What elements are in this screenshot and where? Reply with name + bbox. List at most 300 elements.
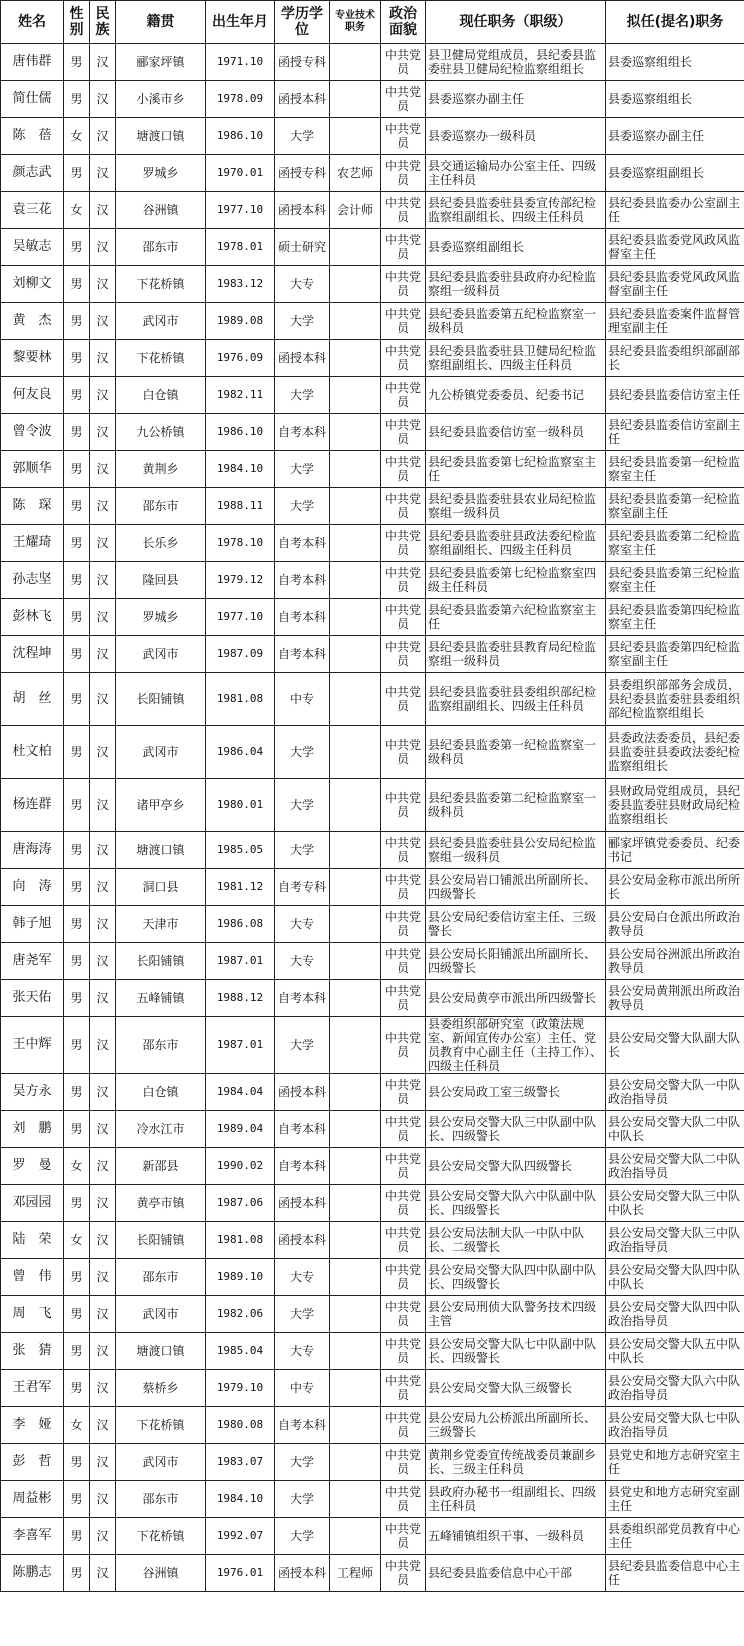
birth-cell: 1986.10 — [206, 118, 275, 155]
origin-cell: 下花桥镇 — [116, 340, 206, 377]
ethnicity-cell: 汉 — [90, 673, 116, 726]
current-position-cell: 县公安局交警大队三中队副中队长、四级警长 — [426, 1111, 606, 1148]
ethnicity-cell: 汉 — [90, 599, 116, 636]
birth-cell: 1989.10 — [206, 1259, 275, 1296]
origin-cell: 武冈市 — [116, 1444, 206, 1481]
header-ethnicity: 民族 — [90, 1, 116, 44]
sex-cell: 男 — [64, 81, 90, 118]
party-cell: 中共党员 — [381, 1148, 426, 1185]
table-row — [1, 1407, 744, 1444]
current-position-cell: 县公安局黄亭市派出所四级警长 — [426, 980, 606, 1017]
proposed-position-cell: 县公安局交警大队四中队政治指导员 — [606, 1296, 744, 1333]
name-cell: 唐伟群 — [1, 44, 64, 81]
party-cell: 中共党员 — [381, 1444, 426, 1481]
table-row — [1, 44, 744, 81]
education-cell: 大专 — [275, 1259, 330, 1296]
current-position-cell: 县公安局交警大队六中队副中队长、四级警长 — [426, 1185, 606, 1222]
name-cell: 周 飞 — [1, 1296, 64, 1333]
name-cell: 刘柳文 — [1, 266, 64, 303]
sex-cell: 男 — [64, 1259, 90, 1296]
party-cell: 中共党员 — [381, 980, 426, 1017]
current-position-cell: 县纪委县监委驻县政法委纪检监察组副组长、四级主任科员 — [426, 525, 606, 562]
education-cell: 函授本科 — [275, 1185, 330, 1222]
header-row — [1, 1, 744, 44]
sex-cell: 男 — [64, 266, 90, 303]
birth-cell: 1981.08 — [206, 673, 275, 726]
origin-cell: 谷洲镇 — [116, 1555, 206, 1592]
title-cell — [330, 525, 381, 562]
origin-cell: 诸甲亭乡 — [116, 779, 206, 832]
proposed-position-cell: 县财政局党组成员，县纪委县监委驻县财政局纪检监察组组长 — [606, 779, 744, 832]
origin-cell: 武冈市 — [116, 636, 206, 673]
proposed-position-cell: 县纪委县监委第四纪检监察室副主任 — [606, 636, 744, 673]
education-cell: 中专 — [275, 673, 330, 726]
title-cell — [330, 44, 381, 81]
origin-cell: 洞口县 — [116, 869, 206, 906]
party-cell: 中共党员 — [381, 906, 426, 943]
education-cell: 大学 — [275, 1017, 330, 1074]
origin-cell: 蔡桥乡 — [116, 1370, 206, 1407]
table-row — [1, 673, 744, 726]
current-position-cell: 县纪委县监委第二纪检监察室一级科员 — [426, 779, 606, 832]
ethnicity-cell: 汉 — [90, 155, 116, 192]
title-cell — [330, 1407, 381, 1444]
birth-cell: 1987.06 — [206, 1185, 275, 1222]
party-cell: 中共党员 — [381, 377, 426, 414]
ethnicity-cell: 汉 — [90, 1407, 116, 1444]
education-cell: 大学 — [275, 1481, 330, 1518]
name-cell: 陈鹏志 — [1, 1555, 64, 1592]
proposed-position-cell: 县纪委县监委信息中心主任 — [606, 1555, 744, 1592]
name-cell: 沈程坤 — [1, 636, 64, 673]
ethnicity-cell: 汉 — [90, 779, 116, 832]
name-cell: 张 猜 — [1, 1333, 64, 1370]
ethnicity-cell: 汉 — [90, 81, 116, 118]
sex-cell: 男 — [64, 599, 90, 636]
current-position-cell: 县公安局政工室三级警长 — [426, 1074, 606, 1111]
education-cell: 大学 — [275, 118, 330, 155]
current-position-cell: 县纪委县监委驻县农业局纪检监察组一级科员 — [426, 488, 606, 525]
title-cell — [330, 414, 381, 451]
party-cell: 中共党员 — [381, 1518, 426, 1555]
birth-cell: 1986.08 — [206, 906, 275, 943]
title-cell — [330, 1111, 381, 1148]
current-position-cell: 黄荆乡党委宣传统战委员兼副乡长、三级主任科员 — [426, 1444, 606, 1481]
education-cell: 自考本科 — [275, 1148, 330, 1185]
proposed-position-cell: 县公安局黄荆派出所政治教导员 — [606, 980, 744, 1017]
name-cell: 吴方永 — [1, 1074, 64, 1111]
birth-cell: 1988.11 — [206, 488, 275, 525]
table-row — [1, 488, 744, 525]
current-position-cell: 县纪委县监委驻县委组织部纪检监察组副组长、四级主任科员 — [426, 673, 606, 726]
party-cell: 中共党员 — [381, 155, 426, 192]
sex-cell: 女 — [64, 118, 90, 155]
current-position-cell: 县公安局交警大队七中队副中队长、四级警长 — [426, 1333, 606, 1370]
ethnicity-cell: 汉 — [90, 451, 116, 488]
party-cell: 中共党员 — [381, 1555, 426, 1592]
education-cell: 大学 — [275, 303, 330, 340]
current-position-cell: 五峰铺镇组织干事、一级科员 — [426, 1518, 606, 1555]
current-position-cell: 县纪委县监委信息中心干部 — [426, 1555, 606, 1592]
sex-cell: 女 — [64, 192, 90, 229]
birth-cell: 1983.12 — [206, 266, 275, 303]
education-cell: 自考本科 — [275, 599, 330, 636]
name-cell: 王耀琦 — [1, 525, 64, 562]
name-cell: 彭 哲 — [1, 1444, 64, 1481]
party-cell: 中共党员 — [381, 599, 426, 636]
header-current-position: 现任职务（职级） — [426, 1, 606, 44]
ethnicity-cell: 汉 — [90, 832, 116, 869]
education-cell: 大学 — [275, 451, 330, 488]
origin-cell: 邵东市 — [116, 1017, 206, 1074]
proposed-position-cell: 县纪委县监委第一纪检监察室副主任 — [606, 488, 744, 525]
proposed-position-cell: 县纪委县监委信访室主任 — [606, 377, 744, 414]
title-cell — [330, 943, 381, 980]
table-row — [1, 1185, 744, 1222]
name-cell: 唐尧军 — [1, 943, 64, 980]
education-cell: 函授本科 — [275, 340, 330, 377]
current-position-cell: 县纪委县监委第六纪检监察室主任 — [426, 599, 606, 636]
birth-cell: 1981.12 — [206, 869, 275, 906]
birth-cell: 1978.01 — [206, 229, 275, 266]
current-position-cell: 县公安局刑侦大队警务技术四级主管 — [426, 1296, 606, 1333]
current-position-cell: 县纪委县监委第五纪检监察室一级科员 — [426, 303, 606, 340]
party-cell: 中共党员 — [381, 1370, 426, 1407]
name-cell: 陈 琛 — [1, 488, 64, 525]
name-cell: 韩子旭 — [1, 906, 64, 943]
sex-cell: 男 — [64, 673, 90, 726]
name-cell: 何友良 — [1, 377, 64, 414]
birth-cell: 1977.10 — [206, 192, 275, 229]
current-position-cell: 县公安局交警大队三级警长 — [426, 1370, 606, 1407]
sex-cell: 男 — [64, 229, 90, 266]
birth-cell: 1979.10 — [206, 1370, 275, 1407]
birth-cell: 1980.01 — [206, 779, 275, 832]
sex-cell: 男 — [64, 832, 90, 869]
current-position-cell: 县委巡察办副主任 — [426, 81, 606, 118]
origin-cell: 谷洲镇 — [116, 192, 206, 229]
title-cell: 工程师 — [330, 1555, 381, 1592]
proposed-position-cell: 县公安局交警大队二中队中队长 — [606, 1111, 744, 1148]
proposed-position-cell: 县纪委县监委党风政风监督室主任 — [606, 229, 744, 266]
table-row — [1, 1370, 744, 1407]
education-cell: 自考专科 — [275, 869, 330, 906]
title-cell — [330, 1222, 381, 1259]
ethnicity-cell: 汉 — [90, 1444, 116, 1481]
birth-cell: 1986.10 — [206, 414, 275, 451]
ethnicity-cell: 汉 — [90, 340, 116, 377]
name-cell: 陈 蓓 — [1, 118, 64, 155]
origin-cell: 长乐乡 — [116, 525, 206, 562]
proposed-position-cell: 县委组织部党员教育中心主任 — [606, 1518, 744, 1555]
title-cell — [330, 451, 381, 488]
origin-cell: 下花桥镇 — [116, 1518, 206, 1555]
table-row — [1, 266, 744, 303]
education-cell: 大专 — [275, 1333, 330, 1370]
birth-cell: 1976.01 — [206, 1555, 275, 1592]
name-cell: 陆 荣 — [1, 1222, 64, 1259]
title-cell — [330, 1148, 381, 1185]
origin-cell: 塘渡口镇 — [116, 118, 206, 155]
birth-cell: 1984.10 — [206, 1481, 275, 1518]
sex-cell: 女 — [64, 1407, 90, 1444]
proposed-position-cell: 郦家坪镇党委委员、纪委书记 — [606, 832, 744, 869]
proposed-position-cell: 县公安局交警大队副大队长 — [606, 1017, 744, 1074]
sex-cell: 男 — [64, 869, 90, 906]
title-cell: 会计师 — [330, 192, 381, 229]
origin-cell: 邵东市 — [116, 1481, 206, 1518]
table-row — [1, 414, 744, 451]
title-cell — [330, 980, 381, 1017]
sex-cell: 男 — [64, 562, 90, 599]
proposed-position-cell: 县纪委县监委第一纪检监察室主任 — [606, 451, 744, 488]
proposed-position-cell: 县公安局交警大队六中队政治指导员 — [606, 1370, 744, 1407]
table-row — [1, 1222, 744, 1259]
current-position-cell: 县纪委县监委驻县卫健局纪检监察组副组长、四级主任科员 — [426, 340, 606, 377]
education-cell: 大学 — [275, 726, 330, 779]
ethnicity-cell: 汉 — [90, 1296, 116, 1333]
current-position-cell: 县公安局九公桥派出所副所长、三级警长 — [426, 1407, 606, 1444]
sex-cell: 男 — [64, 340, 90, 377]
origin-cell: 九公桥镇 — [116, 414, 206, 451]
education-cell: 函授专科 — [275, 44, 330, 81]
proposed-position-cell: 县公安局谷洲派出所政治教导员 — [606, 943, 744, 980]
ethnicity-cell: 汉 — [90, 1481, 116, 1518]
current-position-cell: 县委巡察办一级科员 — [426, 118, 606, 155]
table-row — [1, 229, 744, 266]
current-position-cell: 县纪委县监委驻县委宣传部纪检监察组副组长、四级主任科员 — [426, 192, 606, 229]
table-row — [1, 980, 744, 1017]
party-cell: 中共党员 — [381, 192, 426, 229]
proposed-position-cell: 县纪委县监委信访室副主任 — [606, 414, 744, 451]
table-row — [1, 192, 744, 229]
name-cell: 向 涛 — [1, 869, 64, 906]
sex-cell: 男 — [64, 1074, 90, 1111]
birth-cell: 1987.09 — [206, 636, 275, 673]
education-cell: 函授本科 — [275, 1555, 330, 1592]
name-cell: 颜志武 — [1, 155, 64, 192]
party-cell: 中共党员 — [381, 1111, 426, 1148]
party-cell: 中共党员 — [381, 726, 426, 779]
origin-cell: 郦家坪镇 — [116, 44, 206, 81]
title-cell: 农艺师 — [330, 155, 381, 192]
party-cell: 中共党员 — [381, 869, 426, 906]
name-cell: 袁三花 — [1, 192, 64, 229]
party-cell: 中共党员 — [381, 340, 426, 377]
ethnicity-cell: 汉 — [90, 943, 116, 980]
education-cell: 自考本科 — [275, 414, 330, 451]
current-position-cell: 县纪委县监委驻县政府办纪检监察组一级科员 — [426, 266, 606, 303]
name-cell: 黎要林 — [1, 340, 64, 377]
birth-cell: 1980.08 — [206, 1407, 275, 1444]
education-cell: 大专 — [275, 943, 330, 980]
header-origin: 籍贯 — [116, 1, 206, 44]
origin-cell: 塘渡口镇 — [116, 832, 206, 869]
sex-cell: 男 — [64, 1333, 90, 1370]
birth-cell: 1985.05 — [206, 832, 275, 869]
table-row — [1, 1074, 744, 1111]
title-cell — [330, 1074, 381, 1111]
current-position-cell: 县纪委县监委驻县教育局纪检监察组一级科员 — [426, 636, 606, 673]
proposed-position-cell: 县纪委县监委第四纪检监察室主任 — [606, 599, 744, 636]
education-cell: 大学 — [275, 488, 330, 525]
party-cell: 中共党员 — [381, 832, 426, 869]
current-position-cell: 县公安局岩口铺派出所副所长、四级警长 — [426, 869, 606, 906]
table-row — [1, 377, 744, 414]
name-cell: 杨连群 — [1, 779, 64, 832]
table-row — [1, 636, 744, 673]
sex-cell: 男 — [64, 155, 90, 192]
sex-cell: 男 — [64, 1296, 90, 1333]
sex-cell: 男 — [64, 44, 90, 81]
origin-cell: 冷水江市 — [116, 1111, 206, 1148]
title-cell — [330, 118, 381, 155]
table-row — [1, 340, 744, 377]
birth-cell: 1989.04 — [206, 1111, 275, 1148]
proposed-position-cell: 县公安局交警大队四中队中队长 — [606, 1259, 744, 1296]
header-birth: 出生年月 — [206, 1, 275, 44]
name-cell: 王君军 — [1, 1370, 64, 1407]
proposed-position-cell: 县公安局交警大队二中队政治指导员 — [606, 1148, 744, 1185]
title-cell — [330, 673, 381, 726]
proposed-position-cell: 县公安局金称市派出所所长 — [606, 869, 744, 906]
education-cell: 自考本科 — [275, 525, 330, 562]
sex-cell: 男 — [64, 1370, 90, 1407]
ethnicity-cell: 汉 — [90, 726, 116, 779]
party-cell: 中共党员 — [381, 451, 426, 488]
ethnicity-cell: 汉 — [90, 980, 116, 1017]
origin-cell: 武冈市 — [116, 303, 206, 340]
origin-cell: 黄亭市镇 — [116, 1185, 206, 1222]
name-cell: 杜文柏 — [1, 726, 64, 779]
education-cell: 自考本科 — [275, 1111, 330, 1148]
proposed-position-cell: 县纪委县监委办公室副主任 — [606, 192, 744, 229]
sex-cell: 男 — [64, 1518, 90, 1555]
current-position-cell: 县交通运输局办公室主任、四级主任科员 — [426, 155, 606, 192]
title-cell — [330, 1481, 381, 1518]
current-position-cell: 县政府办秘书一组副组长、四级主任科员 — [426, 1481, 606, 1518]
ethnicity-cell: 汉 — [90, 1259, 116, 1296]
education-cell: 函授专科 — [275, 155, 330, 192]
table-row — [1, 155, 744, 192]
birth-cell: 1981.08 — [206, 1222, 275, 1259]
birth-cell: 1988.12 — [206, 980, 275, 1017]
birth-cell: 1990.02 — [206, 1148, 275, 1185]
table-row — [1, 1444, 744, 1481]
proposed-position-cell: 县公安局白仓派出所政治教导员 — [606, 906, 744, 943]
proposed-position-cell: 县纪委县监委党风政风监督室副主任 — [606, 266, 744, 303]
current-position-cell: 九公桥镇党委委员、纪委书记 — [426, 377, 606, 414]
birth-cell: 1971.10 — [206, 44, 275, 81]
header-tech-title: 专业技术职务 — [330, 1, 381, 44]
sex-cell: 女 — [64, 1148, 90, 1185]
party-cell: 中共党员 — [381, 1222, 426, 1259]
proposed-position-cell: 县公安局交警大队三中队中队长 — [606, 1185, 744, 1222]
proposed-position-cell: 县纪委县监委第三纪检监察室主任 — [606, 562, 744, 599]
party-cell: 中共党员 — [381, 266, 426, 303]
education-cell: 大学 — [275, 832, 330, 869]
ethnicity-cell: 汉 — [90, 1074, 116, 1111]
proposed-position-cell: 县委组织部部务会成员，县纪委县监委驻县委组织部纪检监察组组长 — [606, 673, 744, 726]
name-cell: 郭顺华 — [1, 451, 64, 488]
current-position-cell: 县委组织部研究室（政策法规室、新闻宣传办公室）主任、党员教育中心副主任（主持工作）、四级主任科员 — [426, 1017, 606, 1074]
sex-cell: 男 — [64, 779, 90, 832]
current-position-cell: 县纪委县监委第七纪检监察室四级主任科员 — [426, 562, 606, 599]
party-cell: 中共党员 — [381, 1074, 426, 1111]
sex-cell: 男 — [64, 943, 90, 980]
birth-cell: 1978.09 — [206, 81, 275, 118]
proposed-position-cell: 县党史和地方志研究室副主任 — [606, 1481, 744, 1518]
current-position-cell: 县委巡察组副组长 — [426, 229, 606, 266]
education-cell: 自考本科 — [275, 980, 330, 1017]
birth-cell: 1982.06 — [206, 1296, 275, 1333]
proposed-position-cell: 县委巡察办副主任 — [606, 118, 744, 155]
header-party: 政治面貌 — [381, 1, 426, 44]
current-position-cell: 县纪委县监委驻县公安局纪检监察组一级科员 — [426, 832, 606, 869]
title-cell — [330, 832, 381, 869]
ethnicity-cell: 汉 — [90, 1518, 116, 1555]
title-cell — [330, 779, 381, 832]
title-cell — [330, 303, 381, 340]
title-cell — [330, 906, 381, 943]
table-row — [1, 832, 744, 869]
sex-cell: 男 — [64, 1111, 90, 1148]
title-cell — [330, 1296, 381, 1333]
current-position-cell: 县公安局交警大队四中队副中队长、四级警长 — [426, 1259, 606, 1296]
birth-cell: 1979.12 — [206, 562, 275, 599]
title-cell — [330, 1370, 381, 1407]
table-row — [1, 525, 744, 562]
name-cell: 刘 鹏 — [1, 1111, 64, 1148]
origin-cell: 新邵县 — [116, 1148, 206, 1185]
sex-cell: 男 — [64, 980, 90, 1017]
name-cell: 王中辉 — [1, 1017, 64, 1074]
ethnicity-cell: 汉 — [90, 1333, 116, 1370]
title-cell — [330, 726, 381, 779]
ethnicity-cell: 汉 — [90, 303, 116, 340]
origin-cell: 白仓镇 — [116, 1074, 206, 1111]
party-cell: 中共党员 — [381, 303, 426, 340]
name-cell: 黄 杰 — [1, 303, 64, 340]
origin-cell: 邵东市 — [116, 1259, 206, 1296]
party-cell: 中共党员 — [381, 562, 426, 599]
proposed-position-cell: 县委巡察组组长 — [606, 81, 744, 118]
sex-cell: 男 — [64, 377, 90, 414]
table-row — [1, 1333, 744, 1370]
ethnicity-cell: 汉 — [90, 525, 116, 562]
origin-cell: 天津市 — [116, 906, 206, 943]
origin-cell: 五峰铺镇 — [116, 980, 206, 1017]
origin-cell: 隆回县 — [116, 562, 206, 599]
proposed-position-cell: 县纪委县监委案件监督管理室副主任 — [606, 303, 744, 340]
birth-cell: 1986.04 — [206, 726, 275, 779]
title-cell — [330, 1444, 381, 1481]
title-cell — [330, 1017, 381, 1074]
education-cell: 函授本科 — [275, 1074, 330, 1111]
current-position-cell: 县公安局交警大队四级警长 — [426, 1148, 606, 1185]
table-row — [1, 599, 744, 636]
ethnicity-cell: 汉 — [90, 1222, 116, 1259]
table-row — [1, 451, 744, 488]
header-name: 姓名 — [1, 1, 64, 44]
table-row — [1, 1518, 744, 1555]
title-cell — [330, 562, 381, 599]
education-cell: 中专 — [275, 1370, 330, 1407]
title-cell — [330, 1185, 381, 1222]
ethnicity-cell: 汉 — [90, 44, 116, 81]
table-row — [1, 779, 744, 832]
table-row — [1, 726, 744, 779]
